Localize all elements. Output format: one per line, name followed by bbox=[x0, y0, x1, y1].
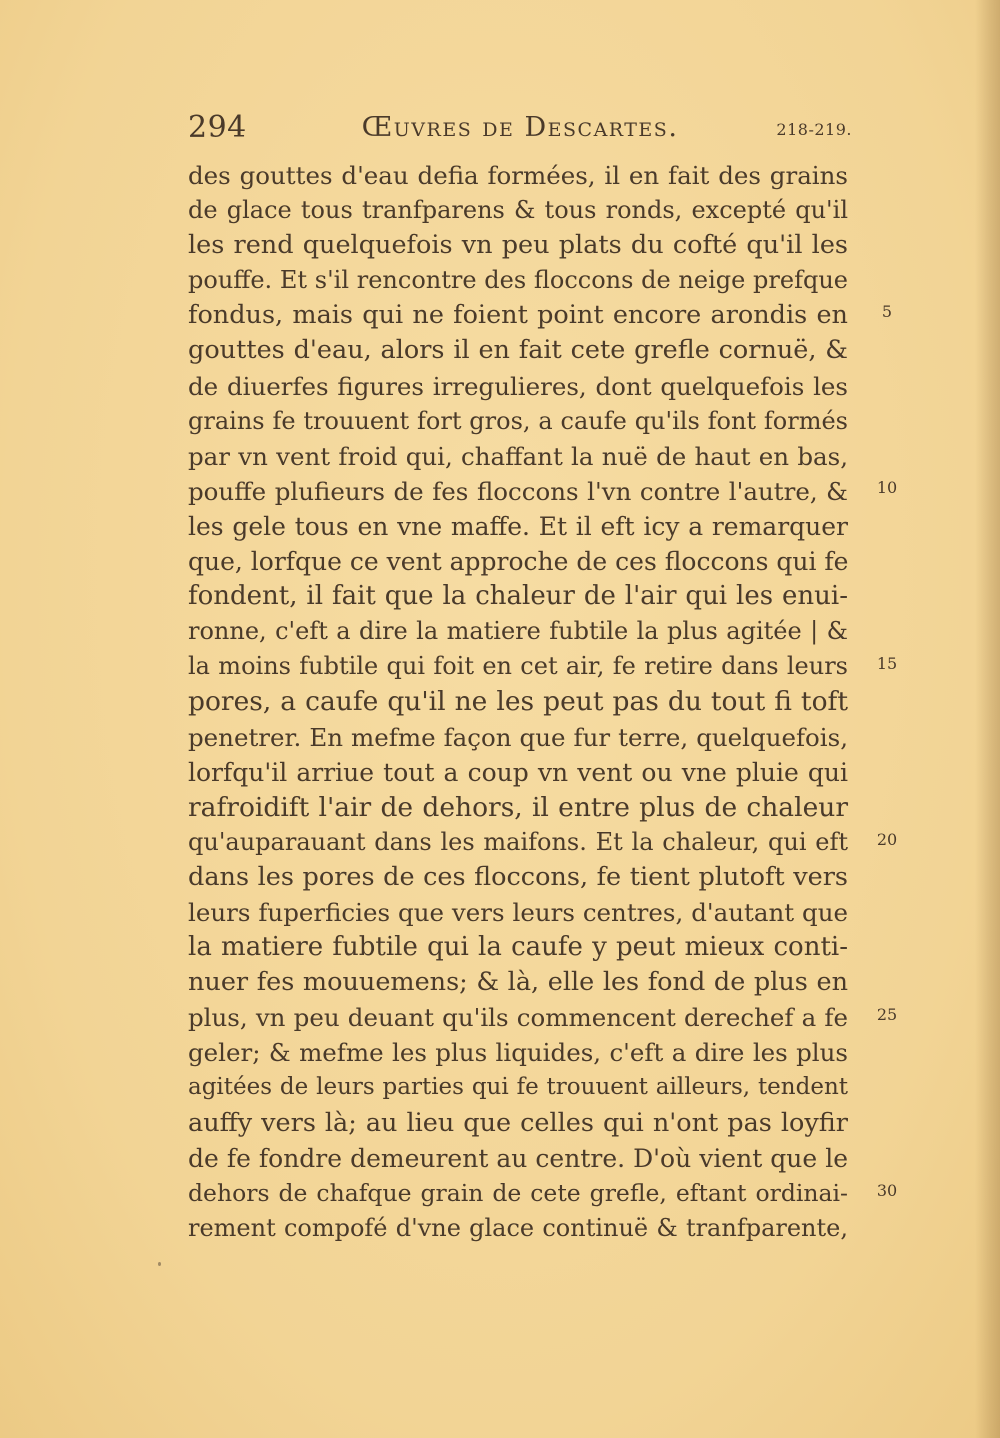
edition-page-reference: 218-219. bbox=[776, 120, 852, 139]
text-line: pores, a caufe qu'il ne les peut pas du tout fi toft bbox=[188, 686, 848, 718]
text-line: dans les pores de ces floccons, fe tient plutoft vers bbox=[188, 861, 848, 892]
text-line: par vn vent froid qui, chaffant la nuë de haut en bas, bbox=[188, 441, 848, 471]
line-number: 10 bbox=[876, 478, 898, 497]
text-line: rafroidift l'air de dehors, il entre plus de chaleur bbox=[188, 791, 848, 823]
text-line: de fe fondre demeurent au centre. D'où vient que le bbox=[188, 1143, 848, 1173]
text-line: leurs fuperficies que vers leurs centres, d'autant que bbox=[188, 897, 848, 927]
text-line: ronne, c'eft a dire la matiere fubtile la plus agitée | & bbox=[188, 617, 848, 646]
text-line: pouffe plufieurs de fes floccons l'vn contre l'autre, & bbox=[188, 476, 848, 506]
text-line: nuer fes mouuemens; & là, elle les fond de plus en bbox=[188, 967, 848, 998]
line-number: 30 bbox=[876, 1181, 898, 1200]
text-line: grains fe trouuent fort gros, a caufe qu'ils font formés bbox=[188, 406, 848, 435]
text-line: geler; & mefme les plus liquides, c'eft a dire les plus bbox=[188, 1038, 848, 1068]
text-line: fondus, mais qui ne foient point encore arondis en bbox=[188, 300, 848, 331]
text-line: lorfqu'il arriue tout a coup vn vent ou vne pluie qui bbox=[188, 757, 848, 787]
line-number: 20 bbox=[876, 830, 898, 849]
text-line: auffy vers là; au lieu que celles qui n'ont pas loyfir bbox=[188, 1107, 848, 1138]
running-header bbox=[188, 106, 852, 150]
line-number: 15 bbox=[876, 654, 898, 673]
text-line: agitées de leurs parties qui fe trouuent ailleurs, tendent bbox=[188, 1074, 848, 1101]
text-line: dehors de chafque grain de cete grefle, eftant ordinai- bbox=[188, 1178, 848, 1207]
text-line: de glace tous tranfparens & tous ronds, excepté qu'il bbox=[188, 196, 848, 225]
line-number: 25 bbox=[876, 1005, 898, 1024]
text-line: fondent, il fait que la chaleur de l'air qui les enui- bbox=[188, 581, 848, 612]
paper-speck bbox=[158, 1262, 161, 1266]
text-line: pouffe. Et s'il rencontre des floccons de neige prefque bbox=[188, 266, 848, 295]
line-number: 5 bbox=[881, 302, 893, 321]
text-line: les gele tous en vne maffe. Et il eft icy a remarquer bbox=[188, 511, 848, 541]
body-text bbox=[188, 158, 848, 1246]
text-line: penetrer. En mefme façon que fur terre, quelquefois, bbox=[188, 722, 848, 752]
text-line: plus, vn peu deuant qu'ils commencent derechef a fe bbox=[188, 1003, 848, 1033]
text-line: la matiere fubtile qui la caufe y peut mieux conti- bbox=[188, 932, 848, 963]
text-line: rement compofé d'vne glace continuë & tranfparente, bbox=[188, 1213, 848, 1242]
text-line: des gouttes d'eau defia formées, il en fait des grains bbox=[188, 161, 848, 190]
text-line: gouttes d'eau, alors il en fait cete grefle cornuë, & bbox=[188, 335, 848, 366]
running-title: Œuvres de Descartes. bbox=[361, 112, 679, 143]
text-line: qu'auparauant dans les maifons. Et la chaleur, qui eft bbox=[188, 827, 848, 856]
page-number: 294 bbox=[188, 110, 247, 145]
text-line: les rend quelquefois vn peu plats du cofté qu'il les bbox=[188, 230, 848, 261]
text-line: que, lorfque ce vent approche de ces floccons qui fe bbox=[188, 547, 849, 577]
text-line: la moins fubtile qui foit en cet air, fe retire dans leurs bbox=[188, 652, 848, 681]
text-line: de diuerfes figures irregulieres, dont quelquefois les bbox=[188, 371, 848, 401]
